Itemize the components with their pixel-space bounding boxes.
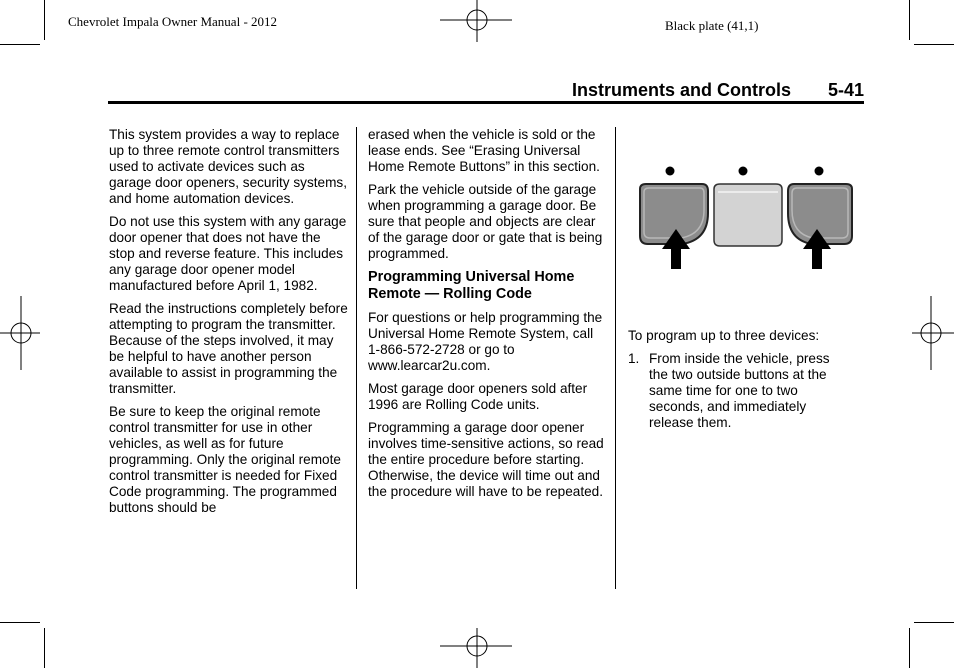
paragraph: This system provides a way to replace up to three remote control transmitters used to activate devices such as garage door openers, security systems, and home automation devices. xyxy=(109,127,348,206)
indicator-light-left xyxy=(666,167,675,176)
paragraph: Do not use this system with any garage door opener that does not have the stop and reverse feature. This includes any garage door opener model manufactured before April 1, 1982. xyxy=(109,214,347,293)
section-title: Instruments and Controls xyxy=(572,80,792,100)
indicator-light-right xyxy=(815,167,824,176)
column-divider xyxy=(356,127,357,589)
column-3 xyxy=(628,328,852,431)
registration-target-left xyxy=(0,296,44,372)
registration-target-top xyxy=(440,0,516,44)
section-header xyxy=(572,80,864,101)
paragraph: To program up to three devices: xyxy=(628,328,820,343)
paragraph: Be sure to keep the original remote control transmitter for use in other vehicles, as well as for future programming. Only the original remote control transmitter is needed for Fixed Code programming. The programmed buttons should be xyxy=(109,404,341,515)
registration-target-right xyxy=(910,296,954,372)
column-divider xyxy=(615,127,616,589)
indicator-lights xyxy=(666,167,824,176)
paragraph: For questions or help programming the Universal Home Remote System, call 1-866-572-2728 or go to www.learcar2u.com. xyxy=(368,310,603,373)
step-text: From inside the vehicle, press the two outside buttons at the same time for one to two seconds, and immediately release them. xyxy=(649,351,830,430)
paragraph: Park the vehicle outside of the garage when programming a garage door. Be sure that people and objects are clear of the garage door or gate that is being programmed. xyxy=(368,182,603,261)
step-number: 1. xyxy=(628,351,640,366)
registration-target-bottom xyxy=(440,624,516,668)
paragraph: erased when the vehicle is sold or the lease ends. See “Erasing Universal Home Remote Buttons” in this section. xyxy=(368,127,600,174)
header-rule xyxy=(108,101,864,104)
column-2 xyxy=(368,127,608,507)
column-1 xyxy=(109,127,349,523)
paragraph: Read the instructions completely before attempting to program the transmitter. Because of the steps involved, it may be helpful to have another person available to assist in programming the transmitter. xyxy=(109,301,348,396)
subsection-heading: Programming Universal Home Remote — Rolling Code xyxy=(368,269,575,302)
list-item xyxy=(628,351,852,431)
paragraph: Most garage door openers sold after 1996 are Rolling Code units. xyxy=(368,381,588,412)
remote-buttons-illustration xyxy=(636,158,856,273)
page-number: 5-41 xyxy=(827,80,864,100)
plate-label: Black plate (41,1) xyxy=(665,18,759,33)
remote-button-middle xyxy=(714,184,782,246)
paragraph: Programming a garage door opener involves time-sensitive actions, so read the entire procedure before starting. Otherwise, the device will time out and the procedure will have to be repeated. xyxy=(368,420,604,499)
indicator-light-middle xyxy=(739,167,748,176)
manual-title: Chevrolet Impala Owner Manual - 2012 xyxy=(68,14,278,29)
